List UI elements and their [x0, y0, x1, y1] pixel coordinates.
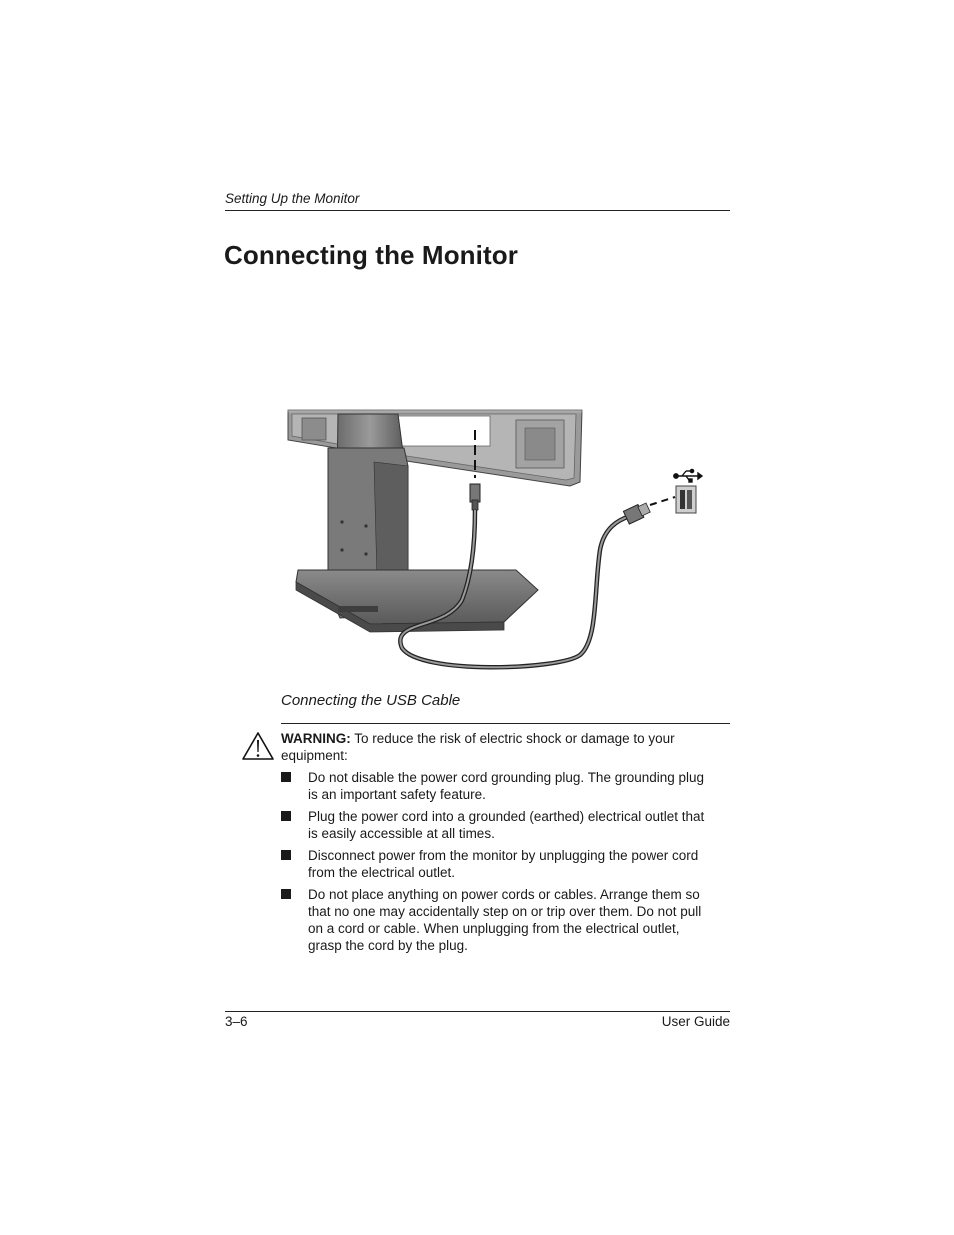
footer-divider — [225, 1011, 730, 1012]
warning-text — [281, 730, 701, 764]
bullet-square-icon — [281, 850, 291, 860]
warning-label: WARNING: — [281, 731, 351, 746]
running-header: Setting Up the Monitor — [225, 191, 730, 211]
list-item — [281, 769, 706, 803]
list-item-text: Do not place anything on power cords or cables. Arrange them so that no one may accidentally step on or trip over them. Do not pull on a cord or cable. When unplugging from the electrical outlet, grasp the cord by the plug. — [308, 887, 702, 953]
list-item-text: Disconnect power from the monitor by unplugging the power cord from the electrical outlet. — [308, 848, 699, 880]
bullet-square-icon — [281, 889, 291, 899]
page-title: Connecting the Monitor — [224, 240, 518, 270]
warning-divider — [281, 723, 730, 724]
list-item — [281, 847, 706, 881]
warning-body: To reduce the risk of electric shock or damage to your equipment: — [281, 731, 675, 763]
list-item — [281, 886, 706, 954]
warning-bullet-list — [281, 769, 706, 959]
usb-symbol-icon — [674, 469, 702, 482]
list-item-text: Do not disable the power cord grounding plug. The grounding plug is an important safety feature. — [308, 770, 705, 802]
bullet-square-icon — [281, 772, 291, 782]
usb-port-icon — [676, 486, 696, 513]
monitor-stand-illustration — [280, 400, 720, 675]
figure-caption: Connecting the USB Cable — [281, 692, 461, 709]
warning-triangle-icon — [241, 731, 275, 761]
bullet-square-icon — [281, 811, 291, 821]
page-number: 3–6 — [225, 1014, 248, 1029]
list-item-text: Plug the power cord into a grounded (earthed) electrical outlet that is easily accessible at all times. — [308, 809, 705, 841]
list-item — [281, 808, 706, 842]
guide-name: User Guide — [661, 1014, 730, 1029]
figure — [280, 400, 720, 675]
